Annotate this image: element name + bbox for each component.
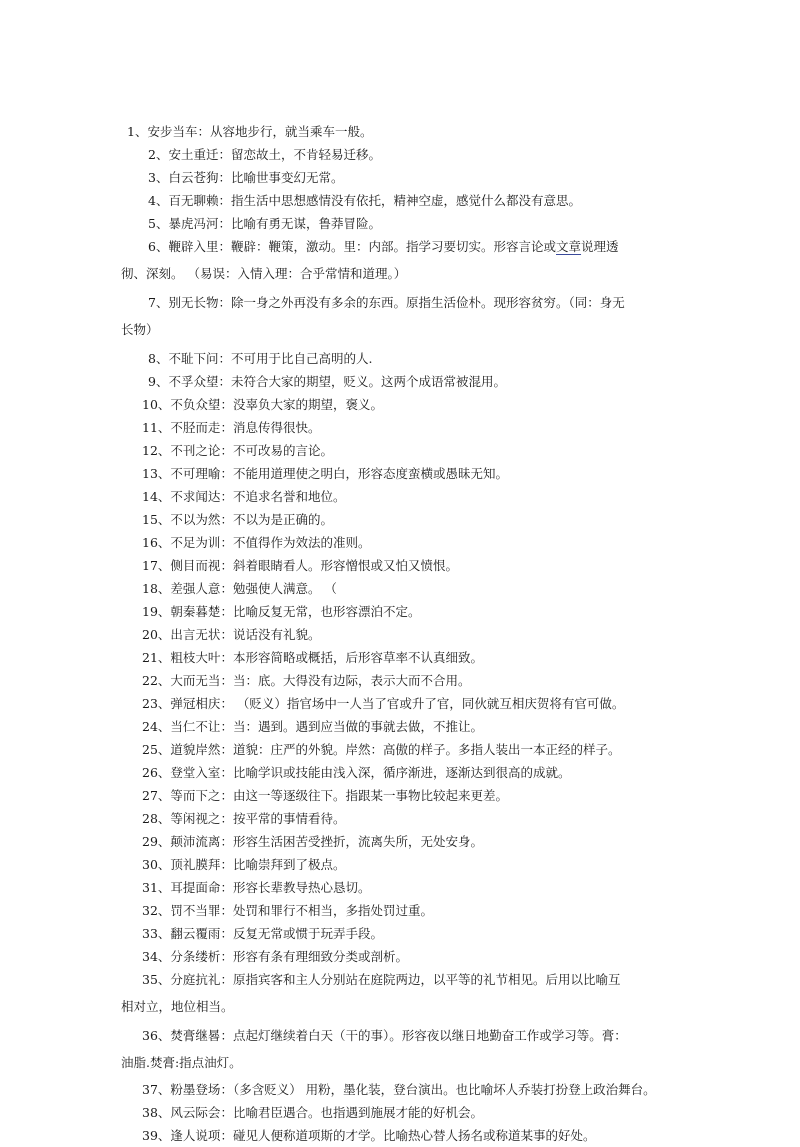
entry-number: 5: [148, 216, 156, 231]
entry-number: 38: [142, 1105, 158, 1120]
entry-definition: 说话没有礼貌。: [232, 627, 321, 642]
entry-line: 13、不可理喻：不能用道理使之明白，形容态度蛮横或愚昧无知。: [142, 466, 508, 481]
entry-term: 颠沛流离: [170, 834, 221, 849]
entry-number: 26: [142, 765, 158, 780]
entry-line: 33、翻云覆雨：反复无常或惯于玩弄手段。: [142, 926, 383, 941]
list-item: [0, 166, 800, 189]
entry-number: 6: [148, 239, 156, 254]
entry-line: 8、不耻下问：不可用于比自己高明的人.: [148, 351, 373, 366]
list-item: [0, 120, 800, 143]
entry-definition: （多含贬义） 用粉，墨化装，登台演出。也比喻坏人乔装打扮登上政治舞台。: [232, 1082, 656, 1097]
entry-definition: 当：遇到。遇到应当做的事就去做，不推让。: [232, 719, 483, 734]
entry-line: 35、分庭抗礼：原指宾客和主人分别站在庭院两边，以平等的礼节相见。后用以比喻互: [142, 972, 621, 987]
entry-definition: 形容生活困苦受挫折，流离失所，无处安身。: [232, 834, 483, 849]
list-item: [0, 1124, 800, 1147]
entry-line: 26、登堂入室：比喻学识或技能由浅入深，循序渐进，逐渐达到很高的成就。: [142, 765, 571, 780]
entry-definition: 碰见人便称道项斯的才学。比喻热心替人扬名或称道某事的好处。: [232, 1128, 596, 1143]
entry-number: 18: [142, 581, 158, 596]
entry-number: 2: [148, 147, 156, 162]
entry-line: 25、道貌岸然：道貌：庄严的外貌。岸然：高傲的样子。多指人装出一本正经的样子。: [142, 742, 621, 757]
entry-number: 27: [142, 788, 158, 803]
list-item: [0, 945, 800, 968]
entry-definition: 原指宾客和主人分别站在庭院两边，以平等的礼节相见。后用以比喻互: [232, 972, 621, 987]
list-item: [0, 692, 800, 715]
entry-line: 32、罚不当罪：处罚和罪行不相当，多指处罚过重。: [142, 903, 433, 918]
entry-term: 翻云覆雨: [170, 926, 221, 941]
entry-line: 39、逢人说项：碰见人便称道项斯的才学。比喻热心替人扬名或称道某事的好处。: [142, 1128, 596, 1143]
entry-number: 3: [148, 170, 156, 185]
entry-definition: 斜着眼睛看人。形容憎恨或又怕又愤恨。: [232, 558, 458, 573]
entry-line: 36、焚膏继晷：点起灯继续着白天（干的事）。形容夜以继日地勤奋工作或学习等。膏：: [142, 1028, 627, 1043]
entry-line: 2、安土重迁：留恋故土，不肯轻易迁移。: [148, 147, 382, 162]
entry-number: 10: [142, 397, 158, 412]
entry-definition: 按平常的事情看待。: [232, 811, 346, 826]
entry-number: 25: [142, 742, 158, 757]
entry-number: 29: [142, 834, 158, 849]
document-body: [0, 120, 800, 1147]
entry-number: 15: [142, 512, 158, 527]
entry-definition: 不能用道理使之明白，形容态度蛮横或愚昧无知。: [232, 466, 508, 481]
entry-definition: 不可改易的言论。: [232, 443, 333, 458]
entry-line: 24、当仁不让：当：遇到。遇到应当做的事就去做，不推让。: [142, 719, 483, 734]
entry-term: 不胫而走: [170, 420, 221, 435]
entry-definition: 处罚和罪行不相当，多指处罚过重。: [232, 903, 433, 918]
list-item: [0, 393, 800, 416]
entry-term: 暴虎冯河: [168, 216, 219, 231]
list-item: [0, 623, 800, 646]
entry-term: 差强人意: [170, 581, 221, 596]
list-item: [0, 370, 800, 393]
entry-number: 21: [142, 650, 158, 665]
entry-definition: 反复无常或惯于玩弄手段。: [232, 926, 383, 941]
entry-definition: 从容地步行，就当乘车一般。: [210, 124, 373, 139]
entry-number: 32: [142, 903, 158, 918]
entry-definition: 由这一等逐级往下。指跟某一事物比较起来更差。: [232, 788, 508, 803]
entry-number: 14: [142, 489, 158, 504]
entry-line: 34、分条缕析：形容有条有理细致分类或剖析。: [142, 949, 408, 964]
entry-line: 15、不以为然：不以为是正确的。: [142, 512, 333, 527]
entry-number: 30: [142, 857, 158, 872]
entry-definition: 鞭辟：鞭策，激动。里：内部。指学习要切实。形容言论或: [231, 239, 557, 254]
list-item: [0, 235, 800, 285]
entry-number: 4: [148, 193, 156, 208]
entry-definition: 不追求名誉和地位。: [232, 489, 346, 504]
entry-number: 19: [142, 604, 158, 619]
list-item: [0, 347, 800, 370]
entry-term: 登堂入室: [170, 765, 221, 780]
entry-term: 不足为训: [170, 535, 221, 550]
entry-definition: 未符合大家的期望，贬义。这两个成语常被混用。: [231, 374, 507, 389]
list-item: [0, 853, 800, 876]
list-item: [0, 212, 800, 235]
entry-number: 1: [127, 124, 135, 139]
entry-number: 11: [142, 420, 158, 435]
entry-line: 11、不胫而走：消息传得很快。: [142, 420, 321, 435]
list-item: [0, 291, 800, 341]
entry-number: 36: [142, 1028, 158, 1043]
entry-line: 7、别无长物：除一身之外再没有多余的东西。原指生活俭朴。现形容贫穷。（同：身无: [148, 295, 625, 310]
entry-number: 23: [142, 696, 158, 711]
entry-number: 33: [142, 926, 158, 941]
entry-continuation: 相对立，地位相当。: [121, 999, 234, 1014]
entry-line: 18、差强人意：勉强使人满意。 （: [142, 581, 337, 596]
entry-term: 百无聊赖: [168, 193, 219, 208]
entry-definition: 不以为是正确的。: [232, 512, 333, 527]
entry-line: 6、鞭辟入里：鞭辟：鞭策，激动。里：内部。指学习要切实。形容言论或文章说理透: [148, 239, 619, 254]
entry-definition: 没辜负大家的期望，褒义。: [232, 397, 383, 412]
entry-number: 31: [142, 880, 158, 895]
entry-term: 风云际会: [170, 1105, 221, 1120]
entry-term: 当仁不让: [170, 719, 221, 734]
entry-number: 34: [142, 949, 158, 964]
entry-term: 道貌岸然: [170, 742, 221, 757]
entry-definition: 比喻君臣遇合。也指遇到施展才能的好机会。: [232, 1105, 483, 1120]
entry-line: 5、暴虎冯河：比喻有勇无谋，鲁莽冒险。: [148, 216, 382, 231]
entry-number: 28: [142, 811, 158, 826]
list-item: [0, 715, 800, 738]
list-item: [0, 600, 800, 623]
entry-term: 焚膏继晷: [170, 1028, 221, 1043]
entry-definition: 当：底。大得没有边际，表示大而不合用。: [232, 673, 471, 688]
entry-term: 罚不当罪: [170, 903, 221, 918]
list-item: [0, 1101, 800, 1124]
entry-line: 22、大而无当：当：底。大得没有边际，表示大而不合用。: [142, 673, 471, 688]
entry-line: 29、颠沛流离：形容生活困苦受挫折，流离失所，无处安身。: [142, 834, 483, 849]
list-item: [0, 669, 800, 692]
entry-line: 1、安步当车：从容地步行，就当乘车一般。: [127, 124, 373, 139]
list-item: [0, 485, 800, 508]
entry-term: 安步当车: [147, 124, 198, 139]
entry-definition: 不可用于比自己高明的人.: [231, 351, 373, 366]
entry-definition: 比喻有勇无谋，鲁莽冒险。: [231, 216, 382, 231]
list-item: [0, 876, 800, 899]
list-item: [0, 1024, 800, 1074]
entry-term: 朝秦暮楚: [170, 604, 221, 619]
entry-line: 20、出言无状：说话没有礼貌。: [142, 627, 321, 642]
entry-number: 22: [142, 673, 158, 688]
entry-definition: 点起灯继续着白天（干的事）。形容夜以继日地勤奋工作或学习等。膏：: [232, 1028, 627, 1043]
entry-term: 等而下之: [170, 788, 221, 803]
entry-line: 38、风云际会：比喻君臣遇合。也指遇到施展才能的好机会。: [142, 1105, 483, 1120]
entry-line: 3、白云苍狗：比喻世事变幻无常。: [148, 170, 344, 185]
entry-line: 28、等闲视之：按平常的事情看待。: [142, 811, 346, 826]
entry-line: 4、百无聊赖：指生活中思想感情没有依托，精神空虚，感觉什么都没有意思。: [148, 193, 582, 208]
list-item: [0, 1078, 800, 1101]
entry-line: 31、耳提面命：形容长辈教导热心恳切。: [142, 880, 371, 895]
entry-continuation: 长物）: [121, 322, 159, 337]
entry-number: 9: [148, 374, 156, 389]
entry-definition: 形容有条有理细致分类或剖析。: [232, 949, 408, 964]
entry-definition: 指生活中思想感情没有依托，精神空虚，感觉什么都没有意思。: [231, 193, 582, 208]
list-item: [0, 577, 800, 600]
entry-term: 不耻下问: [168, 351, 219, 366]
entry-line: 30、顶礼膜拜：比喻崇拜到了极点。: [142, 857, 346, 872]
entry-number: 20: [142, 627, 158, 642]
list-item: [0, 807, 800, 830]
entry-definition: 形容长辈教导热心恳切。: [232, 880, 371, 895]
list-item: [0, 784, 800, 807]
entry-term: 粉墨登场: [170, 1082, 221, 1097]
entry-term: 侧目而视: [170, 558, 221, 573]
entry-term: 粗枝大叶: [170, 650, 221, 665]
entry-number: 17: [142, 558, 158, 573]
list-item: [0, 830, 800, 853]
list-item: [0, 531, 800, 554]
list-item: [0, 143, 800, 166]
entry-line: 16、不足为训：不值得作为效法的准则。: [142, 535, 371, 550]
entry-definition: 消息传得很快。: [232, 420, 321, 435]
list-item: [0, 761, 800, 784]
entry-term: 不孚众望: [168, 374, 219, 389]
entry-continuation: 彻、深刻。 （易误：入情入理：合乎常情和道理。）: [121, 266, 407, 281]
entry-definition: （贬义）指官场中一人当了官或升了官，同伙就互相庆贺将有官可做。: [232, 696, 625, 711]
entry-term: 分庭抗礼: [170, 972, 221, 987]
entry-line: 27、等而下之：由这一等逐级往下。指跟某一事物比较起来更差。: [142, 788, 508, 803]
entry-number: 35: [142, 972, 158, 987]
entry-line: 12、不刊之论：不可改易的言论。: [142, 443, 333, 458]
entry-definition: 比喻学识或技能由浅入深，循序渐进，逐渐达到很高的成就。: [232, 765, 571, 780]
entry-term: 不负众望: [170, 397, 221, 412]
entry-term: 顶礼膜拜: [170, 857, 221, 872]
entry-definition: 道貌：庄严的外貌。岸然：高傲的样子。多指人装出一本正经的样子。: [232, 742, 621, 757]
entry-line: 23、弹冠相庆： （贬义）指官场中一人当了官或升了官，同伙就互相庆贺将有官可做。: [142, 696, 625, 711]
list-item: [0, 462, 800, 485]
list-item: [0, 922, 800, 945]
entry-line: 17、侧目而视：斜着眼睛看人。形容憎恨或又怕又愤恨。: [142, 558, 458, 573]
list-item: [0, 416, 800, 439]
entry-definition: 除一身之外再没有多余的东西。原指生活俭朴。现形容贫穷。（同：身无: [231, 295, 625, 310]
entry-term: 别无长物: [168, 295, 219, 310]
entry-term: 逢人说项: [170, 1128, 221, 1143]
entry-term: 不刊之论: [170, 443, 221, 458]
entry-term: 不求闻达: [170, 489, 221, 504]
entry-number: 13: [142, 466, 158, 481]
list-item: [0, 189, 800, 212]
entry-definition: 比喻世事变幻无常。: [231, 170, 344, 185]
entry-number: 24: [142, 719, 158, 734]
entry-number: 37: [142, 1082, 158, 1097]
entry-line: 14、不求闻达：不追求名誉和地位。: [142, 489, 346, 504]
entry-term: 不可理喻: [170, 466, 221, 481]
entry-number: 39: [142, 1128, 158, 1143]
entry-term: 白云苍狗: [168, 170, 219, 185]
list-item: [0, 646, 800, 669]
underlined-word: 文章: [556, 239, 582, 254]
entry-term: 安土重迁: [168, 147, 219, 162]
entry-definition: 比喻崇拜到了极点。: [232, 857, 346, 872]
entry-definition: 留恋故土，不肯轻易迁移。: [231, 147, 382, 162]
entry-definition: 勉强使人满意。 （: [232, 581, 337, 596]
entry-number: 7: [148, 295, 156, 310]
entry-term: 耳提面命: [170, 880, 221, 895]
list-item: [0, 968, 800, 1018]
list-item: [0, 554, 800, 577]
list-item: [0, 899, 800, 922]
entry-line: 10、不负众望：没辜负大家的期望，褒义。: [142, 397, 383, 412]
entry-term: 出言无状: [170, 627, 221, 642]
entry-term: 鞭辟入里: [168, 239, 219, 254]
entry-line: 19、朝秦暮楚：比喻反复无常，也形容漂泊不定。: [142, 604, 421, 619]
entry-line: 37、粉墨登场：（多含贬义） 用粉，墨化装，登台演出。也比喻坏人乔装打扮登上政治舞台。: [142, 1082, 656, 1097]
entry-term: 等闲视之: [170, 811, 221, 826]
entry-number: 12: [142, 443, 158, 458]
entry-continuation: 油脂.焚膏:指点油灯。: [121, 1055, 242, 1070]
entry-term: 大而无当: [170, 673, 221, 688]
entry-definition: 本形容简略或概括，后形容草率不认真细致。: [232, 650, 483, 665]
entry-term: 弹冠相庆: [170, 696, 221, 711]
entry-number: 8: [148, 351, 156, 366]
entry-line: 21、粗枝大叶：本形容简略或概括，后形容草率不认真细致。: [142, 650, 483, 665]
list-item: [0, 508, 800, 531]
entry-line: 9、不孚众望：未符合大家的期望，贬义。这两个成语常被混用。: [148, 374, 507, 389]
entry-term: 分条缕析: [170, 949, 221, 964]
entry-definition: 不值得作为效法的准则。: [232, 535, 371, 550]
entry-definition: 比喻反复无常，也形容漂泊不定。: [232, 604, 421, 619]
entry-term: 不以为然: [170, 512, 221, 527]
list-item: [0, 439, 800, 462]
entry-number: 16: [142, 535, 158, 550]
entry-definition-tail: 说理透: [581, 239, 619, 254]
list-item: [0, 738, 800, 761]
